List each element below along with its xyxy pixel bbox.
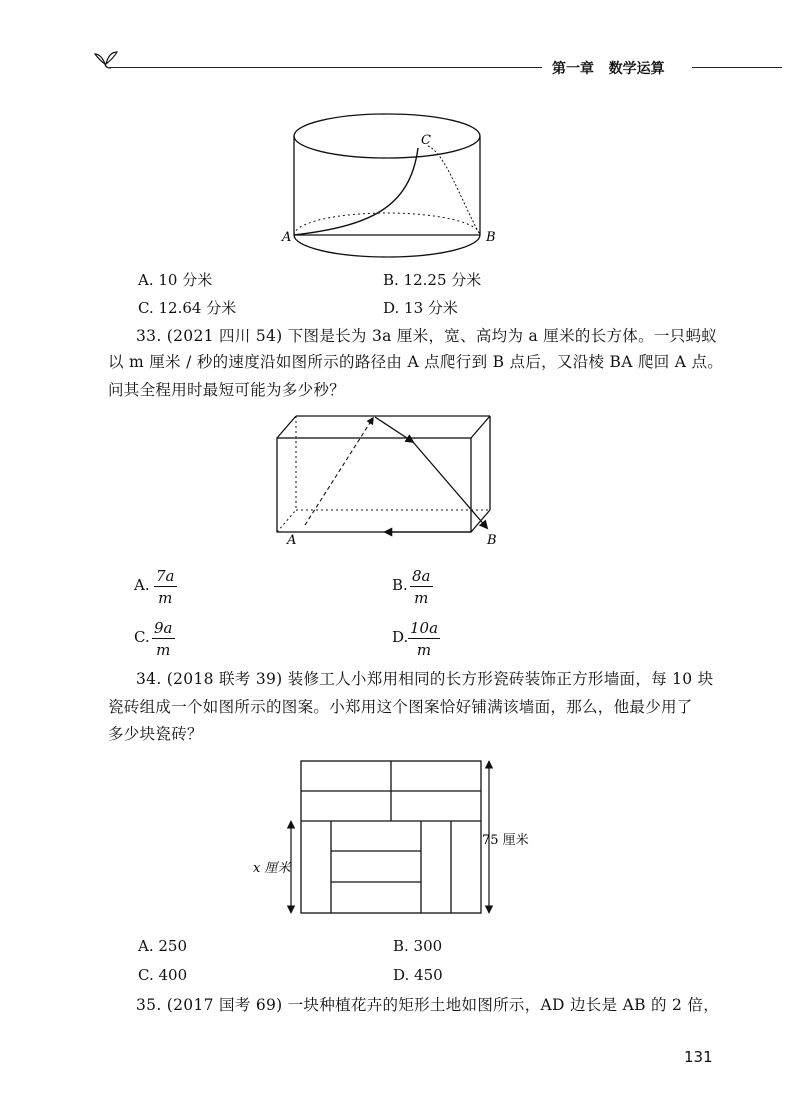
cuboid-figure: [275, 410, 515, 550]
helix-path-dashed: [428, 146, 480, 235]
x-label: x 厘米: [253, 861, 291, 876]
edge-hidden-depth: [277, 510, 296, 532]
fraction-numerator: 8a: [412, 567, 431, 585]
q32-option-c[interactable]: C. 12.64 分米: [138, 299, 237, 317]
fraction-numerator: 7a: [156, 567, 175, 585]
q34-option-d[interactable]: D. 450: [393, 966, 443, 984]
q32-option-d[interactable]: D. 13 分米: [383, 299, 458, 317]
q34-option-a[interactable]: A. 250: [138, 937, 187, 955]
q33-option-c-letter[interactable]: C.: [134, 628, 150, 646]
q34-line-1: 34. (2018 联考 39) 装修工人小郑用相同的长方形瓷砖装饰正方形墙面，每 10 块: [136, 670, 714, 688]
q34-option-c[interactable]: C. 400: [138, 966, 188, 984]
cylinder-bottom-front: [294, 235, 480, 257]
q35-line-1: 35. (2017 国考 69) 一块种植花卉的矩形土地如图所示，AD 边长是 AB 的 2 倍，: [136, 996, 720, 1014]
tile-pattern-figure: [255, 755, 545, 925]
page-number: 131: [684, 1048, 713, 1066]
q33-line-1: 33. (2021 四川 54) 下图是长为 3a 厘米，宽、高均为 a 厘米的长方体。一只蚂蚁: [136, 327, 718, 345]
q33-option-d-letter[interactable]: D.: [392, 628, 409, 646]
q34-line-2: 瓷砖组成一个如图所示的图案。小郑用这个图案恰好铺满该墙面，那么，他最少用了: [108, 698, 693, 716]
edge-top-left: [277, 416, 296, 438]
path-segment-3: [413, 442, 487, 528]
edge-top-right: [471, 416, 490, 438]
header-title: [552, 58, 665, 78]
q34-option-b[interactable]: B. 300: [393, 937, 443, 955]
cylinder-bottom-back: [294, 213, 480, 235]
front-face: [277, 438, 471, 532]
q32-option-b[interactable]: B. 12.25 分米: [383, 271, 482, 289]
q32-option-a[interactable]: A. 10 分米: [138, 271, 213, 289]
path-segment-1: [305, 418, 373, 525]
fraction-numerator: 10a: [410, 619, 439, 637]
header-chapter: 第一章: [552, 61, 594, 77]
q33-option-c-fraction: [152, 619, 175, 659]
helix-path-solid: [294, 148, 418, 235]
fraction-denominator: m: [156, 641, 171, 659]
q33-option-b-fraction: [410, 567, 433, 607]
q33-option-d-fraction: [408, 619, 440, 659]
q33-line-3: 问其全程用时最短可能为多少秒？: [108, 381, 346, 399]
fraction-numerator: 9a: [154, 619, 173, 637]
fraction-denominator: m: [158, 589, 173, 607]
label-c: C: [421, 133, 431, 148]
height-label: 75 厘米: [482, 833, 529, 848]
cuboid-label-b: B: [487, 533, 497, 548]
header-topic: 数学运算: [608, 61, 665, 77]
q33-option-a-fraction: [154, 567, 177, 607]
q33-line-2: 以 m 厘米 / 秒的速度沿如图所示的路径由 A 点爬行到 B 点后，又沿棱 BA 爬回 A 点。: [108, 353, 724, 371]
cylinder-figure: [280, 108, 510, 248]
label-b: B: [486, 230, 496, 245]
header-rule-left: [110, 67, 542, 68]
fraction-denominator: m: [416, 641, 432, 659]
cuboid-label-a: A: [287, 533, 297, 548]
q33-option-b-letter[interactable]: B.: [392, 576, 408, 594]
header-rule-right: [692, 67, 782, 68]
cylinder-top-ellipse: [294, 114, 480, 158]
fraction-denominator: m: [414, 589, 429, 607]
q33-option-a-letter[interactable]: A.: [134, 576, 150, 594]
q34-line-3: 多少块瓷砖？: [108, 725, 203, 743]
label-a: A: [282, 230, 292, 245]
